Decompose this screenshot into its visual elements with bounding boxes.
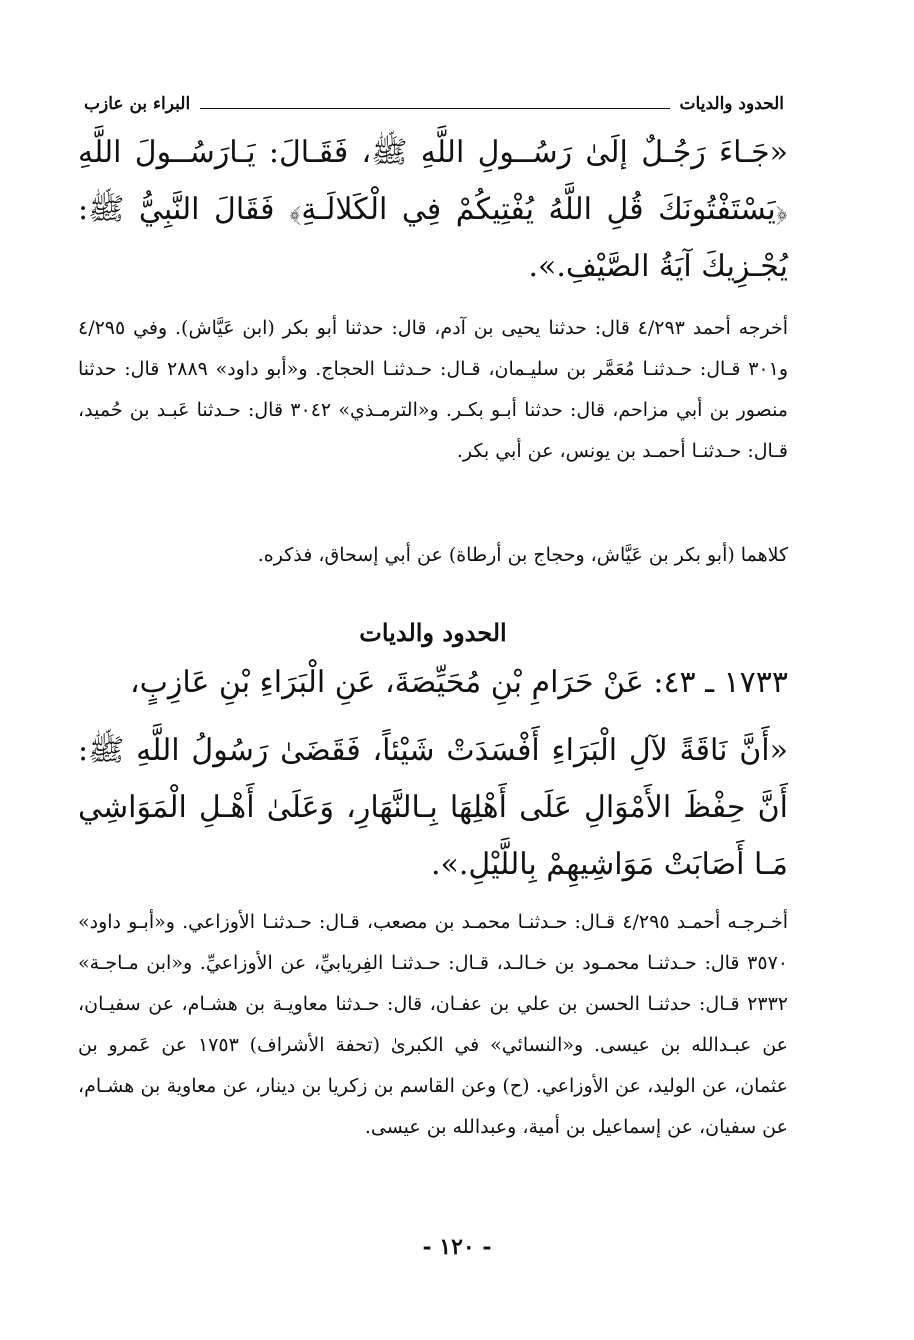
section-title: الحدود والديات <box>359 618 507 647</box>
main-hadith-body: «أَنَّ نَاقَةً لآلِ الْبَرَاءِ أَفْسَدَتْ شَيْئاً، فَقَضَىٰ رَسُولُ اللَّهِ ﷺ: أَنَّ حِفْظَ الأَمْوَالِ عَلَى أَهْلِهَا بِـالنَّهَارِ، وَعَلَىٰ أَهْـلِ الْمَوَاشِي مَـا أَصَابَتْ مَوَاشِيهِمْ بِاللَّيْلِ.». <box>78 733 788 882</box>
main-takhrij <box>78 902 788 1192</box>
main-hadith-text <box>78 722 788 894</box>
hadith-number-line: ١٧٣٣ ـ ٤٣: عَنْ حَرَامِ بْنِ مُحَيِّصَةَ، عَنِ الْبَرَاءِ بْنِ عَازِبٍ، <box>129 665 788 700</box>
running-header <box>84 84 784 114</box>
header-chapter-title: الحدود والديات <box>679 94 784 114</box>
previous-hadith-text <box>78 124 788 296</box>
previous-takhrij <box>78 308 788 524</box>
previous-hadith-body: «جَـاءَ رَجُـلٌ إلَىٰ رَسُــولِ اللَّهِ ﷺ، فَقَـالَ: يَـارَسُــولَ اللَّهِ ﴿يَسْتَفْتُونَكَ قُلِ اللَّهُ يُفْتِيكُمْ فِي الْكَلالَـةِ﴾ فَقَالَ النَّبِيُّ ﷺ: يُجْـزِيكَ آيَةُ الصَّيْفِ.». <box>78 135 788 284</box>
header-rule <box>200 108 669 109</box>
previous-takhrij-body: أخرجه أحمد ٤/٢٩٣ قال: حدثنا يحيى بن آدم، قال: حدثنا أبو بكر (ابن عَيَّاش). وفي ٤/٢٩٥ و٣٠١ قـال: حـدثنـا مُعَمَّر بن سليـمان، قـال: حـدثنـا الحجاج. و«أبو داود» ٢٨٨٩ قال: حدثنا منصور بن أبي مزاحم، قال: حدثنا أبـو بكـر. و«الترمـذي» ٣٠٤٢ قال: حـدثنا عَبـد بن حُميد، قـال: حـدثنـا أحمـد بن يونس، عن أبي بكر. <box>78 317 789 462</box>
previous-summary <box>78 540 788 572</box>
previous-summary-body: كلاهما (أبو بكر بن عَيَّاش، وحجاج بن أرطاة) عن أبي إسحاق، فذكره. <box>257 544 788 566</box>
page-number: - ١٢٠ - <box>422 1234 492 1260</box>
main-takhrij-body: أخـرجـه أحمـد ٤/٢٩٥ قـال: حـدثنـا محمـد بن مصعب، قـال: حـدثنـا الأوزاعي. و«أبـو داود» ٣٥٧٠ قال: حـدثنـا محمـود بن خـالـد، قـال: حـدثنـا الفِريابيِّ، عن الأوزاعيِّ. و«ابن مـاجـة» ٢٣٣٢ قـال: حدثنـا الحسن بن علي بن عفـان، قال: حـدثنا معاويـة بن هشـام، عن سفيـان، عن عبـدالله بن عيسى. و«النسائي» في الكبرىٰ (تحفة الأشراف) ١٧٥٣ عن عَمرو بن عثمان، عن الوليد، عن الأوزاعي. (ح) وعن القاسم بن زكريا بن دينار، عن معاوية بن هشـام، عن سفيان، عن إسماعيل بن أمية، وعبدالله بن عيسى. <box>78 911 788 1138</box>
header-narrator: البراء بن عازب <box>84 94 191 114</box>
